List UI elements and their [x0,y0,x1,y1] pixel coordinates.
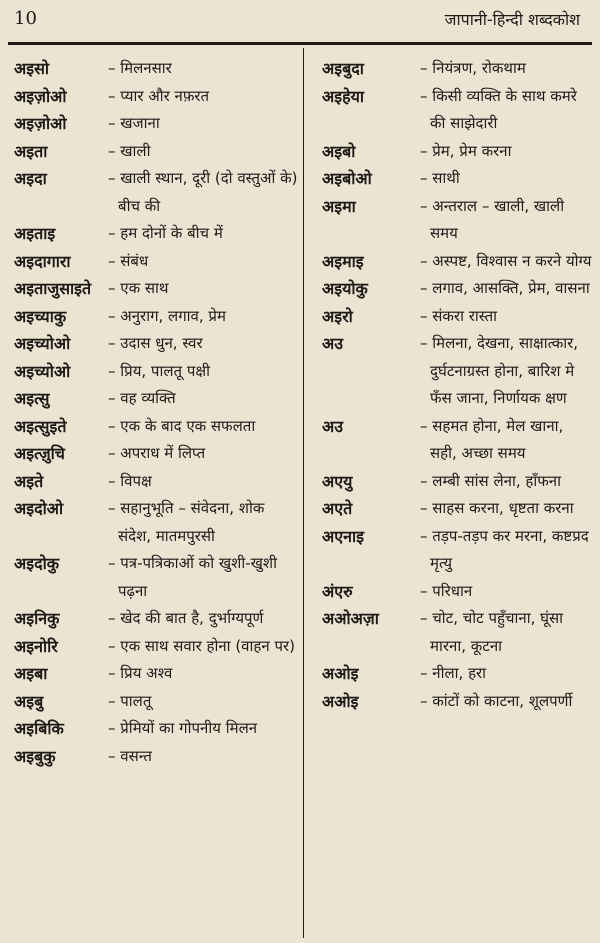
entry-definition: – मिलनसार [108,59,172,77]
entry-headword: अइमाइ [322,251,364,271]
entry-headword: अइयोकु [322,279,368,298]
dictionary-entry [322,660,594,688]
entry-headword: अओअज़ा [322,609,379,628]
entry-definition: – लम्बी सांस लेना, हाँफना [420,471,562,490]
entry-headword: अइदागारा [14,251,71,271]
entry-headword: अइदोकु [14,554,60,573]
entry-definition: – एक के बाद एक सफलता [108,416,256,435]
dictionary-entry [322,330,594,413]
dictionary-entry [322,578,594,606]
entry-definition: – किसी व्यक्ति के साथ कमरे की साझेदारी [420,86,577,132]
entry-definition: – लगाव, आसक्ति, प्रेम, वासना [420,279,590,297]
left-column [14,55,298,770]
entry-definition: – मिलना, देखना, साक्षात्कार, दुर्घटनाग्रस्त होना, बारिश मे फँस जाना, निर्णायक क्षण [420,334,579,407]
entry-headword: अइदा [14,169,47,188]
dictionary-entry [322,193,594,248]
entry-definition: – एक साथ [108,279,169,297]
dictionary-entry [14,165,298,220]
dictionary-entry [14,743,298,771]
entry-definition: – वसन्त [108,746,152,765]
entry-definition: – नियंत्रण, रोकथाम [420,59,526,77]
dictionary-entry [14,495,298,550]
entry-headword: अइताजुसाइते [14,279,92,298]
dictionary-entry [322,495,594,523]
dictionary-entry [14,83,298,111]
dictionary-entry [322,303,594,331]
dictionary-entry [14,440,298,468]
entry-definition: – संकरा रास्ता [420,306,498,325]
dictionary-entry [14,605,298,633]
entry-headword: अइबोओ [322,169,372,188]
dictionary-entry [322,468,594,496]
dictionary-entry [322,688,594,716]
dictionary-entry [14,413,298,441]
entry-definition: – विपक्ष [108,471,152,490]
entry-definition: – प्रिय, पालतू पक्षी [108,361,210,380]
entry-definition: – पालतू [108,691,152,710]
entry-definition: – साहस करना, धृष्टता करना [420,499,574,517]
entry-definition: – प्यार और नफ़रत [108,86,210,105]
entry-definition: – प्रेम, प्रेम करना [420,141,512,160]
dictionary-entry [322,83,594,138]
entry-definition: – प्रेमियों का गोपनीय मिलन [108,719,258,737]
entry-headword: अइज़ोओ [14,114,67,133]
dictionary-entry [14,330,298,358]
entry-headword: अइताइ [14,224,56,243]
entry-headword: अइनोरि [14,636,58,656]
entry-headword: अएते [322,499,353,518]
entry-definition: – परिधान [420,581,473,600]
entry-definition: – प्रिय अश्व [108,664,173,682]
entry-headword: अओइ [322,691,359,711]
entry-headword: अइत्सु [14,389,50,408]
dictionary-entry [14,220,298,248]
dictionary-entry [14,633,298,661]
dictionary-entry [14,358,298,386]
entry-headword: अइते [14,471,44,491]
entry-headword: अइमा [322,196,356,216]
entry-definition: – अपराध में लिप्त [108,444,206,462]
dictionary-entry [14,110,298,138]
page-number: 10 [14,8,37,29]
entry-headword: अइबुदा [322,59,364,78]
entry-headword: अइत्सुइते [14,416,67,436]
column-divider [303,48,304,938]
entry-definition: – अस्पष्ट, विश्वास न करने योग्य [420,251,592,270]
entry-definition: – साथी [420,169,460,187]
dictionary-entry [322,248,594,276]
dictionary-entry [14,248,298,276]
entry-headword: अइसो [14,59,50,78]
entry-headword: अइच्योओ [14,361,71,381]
right-column [322,55,594,715]
entry-headword: अंएरु [322,581,353,601]
running-head: जापानी-हिन्दी शब्दकोश [444,10,580,29]
entry-headword: अइबिकि [14,719,64,738]
entry-headword: अइनिकु [14,609,60,628]
header-rule [8,42,592,45]
dictionary-entry [322,523,594,578]
entry-definition: – पत्र-पत्रिकाओं को खुशी-खुशी पढ़ना [108,554,277,600]
dictionary-entry [14,715,298,743]
entry-definition: – खेद की बात है, दुर्भाग्यपूर्ण [108,609,264,627]
entry-headword: अइत्ज़ुचि [14,444,65,463]
entry-definition: – संबंध [108,251,149,270]
entry-headword: अएनाइ [322,526,364,546]
dictionary-entry [322,605,594,660]
entry-headword: अउ [322,334,343,353]
entry-headword: अइच्योओ [14,334,71,353]
entry-definition: – अनुराग, लगाव, प्रेम [108,306,226,325]
entry-headword: अइबो [322,141,356,161]
dictionary-entry [14,468,298,496]
entry-headword: अइज़ोओ [14,86,67,106]
entry-headword: अएयु [322,471,353,491]
entry-definition: – तड़प-तड़प कर मरना, कष्टप्रद मृत्यु [420,526,589,572]
dictionary-entry [322,55,594,83]
dictionary-entry [14,138,298,166]
entry-headword: अइच्याकु [14,306,67,326]
entry-headword: अओइ [322,664,359,683]
entry-definition: – नीला, हरा [420,664,487,682]
entry-definition: – कांटों को काटना, शूलपर्णी [420,691,573,710]
entry-headword: अइबा [14,664,48,683]
dictionary-entry [14,688,298,716]
entry-definition: – चोट, चोट पहुँचाना, घूंसा मारना, कूटना [420,609,564,655]
dictionary-entry [322,165,594,193]
dictionary-entry [322,275,594,303]
entry-definition: – सहमत होना, मेल खाना, सही, अच्छा समय [420,416,564,462]
entry-definition: – सहानुभूति – संवेदना, शोक संदेश, मातमपुरसी [108,499,265,545]
entry-headword: अउ [322,416,343,436]
entry-definition: – एक साथ सवार होना (वाहन पर) [108,636,295,655]
entry-headword: अइहेया [322,86,365,106]
entry-definition: – खजाना [108,114,160,132]
entry-headword: अइता [14,141,48,161]
dictionary-entry [14,55,298,83]
entry-headword: अइदोओ [14,499,64,518]
entry-definition: – खाली स्थान, दूरी (दो वस्तुओं के) बीच की [108,169,298,215]
dictionary-entry [14,275,298,303]
dictionary-entry [14,303,298,331]
dictionary-entry [14,550,298,605]
dictionary-entry [322,413,594,468]
dictionary-entry [14,660,298,688]
dictionary-entry [322,138,594,166]
entry-definition: – अन्तराल – खाली, खाली समय [420,196,565,242]
entry-definition: – हम दोनों के बीच में [108,224,223,242]
entry-definition: – उदास धुन, स्वर [108,334,203,352]
entry-headword: अइरो [322,306,353,326]
entry-headword: अइबु [14,691,44,711]
entry-definition: – खाली [108,141,151,160]
dictionary-entry [14,385,298,413]
entry-headword: अइबुकु [14,746,56,766]
page-header [0,0,600,42]
entry-definition: – वह व्यक्ति [108,389,176,407]
